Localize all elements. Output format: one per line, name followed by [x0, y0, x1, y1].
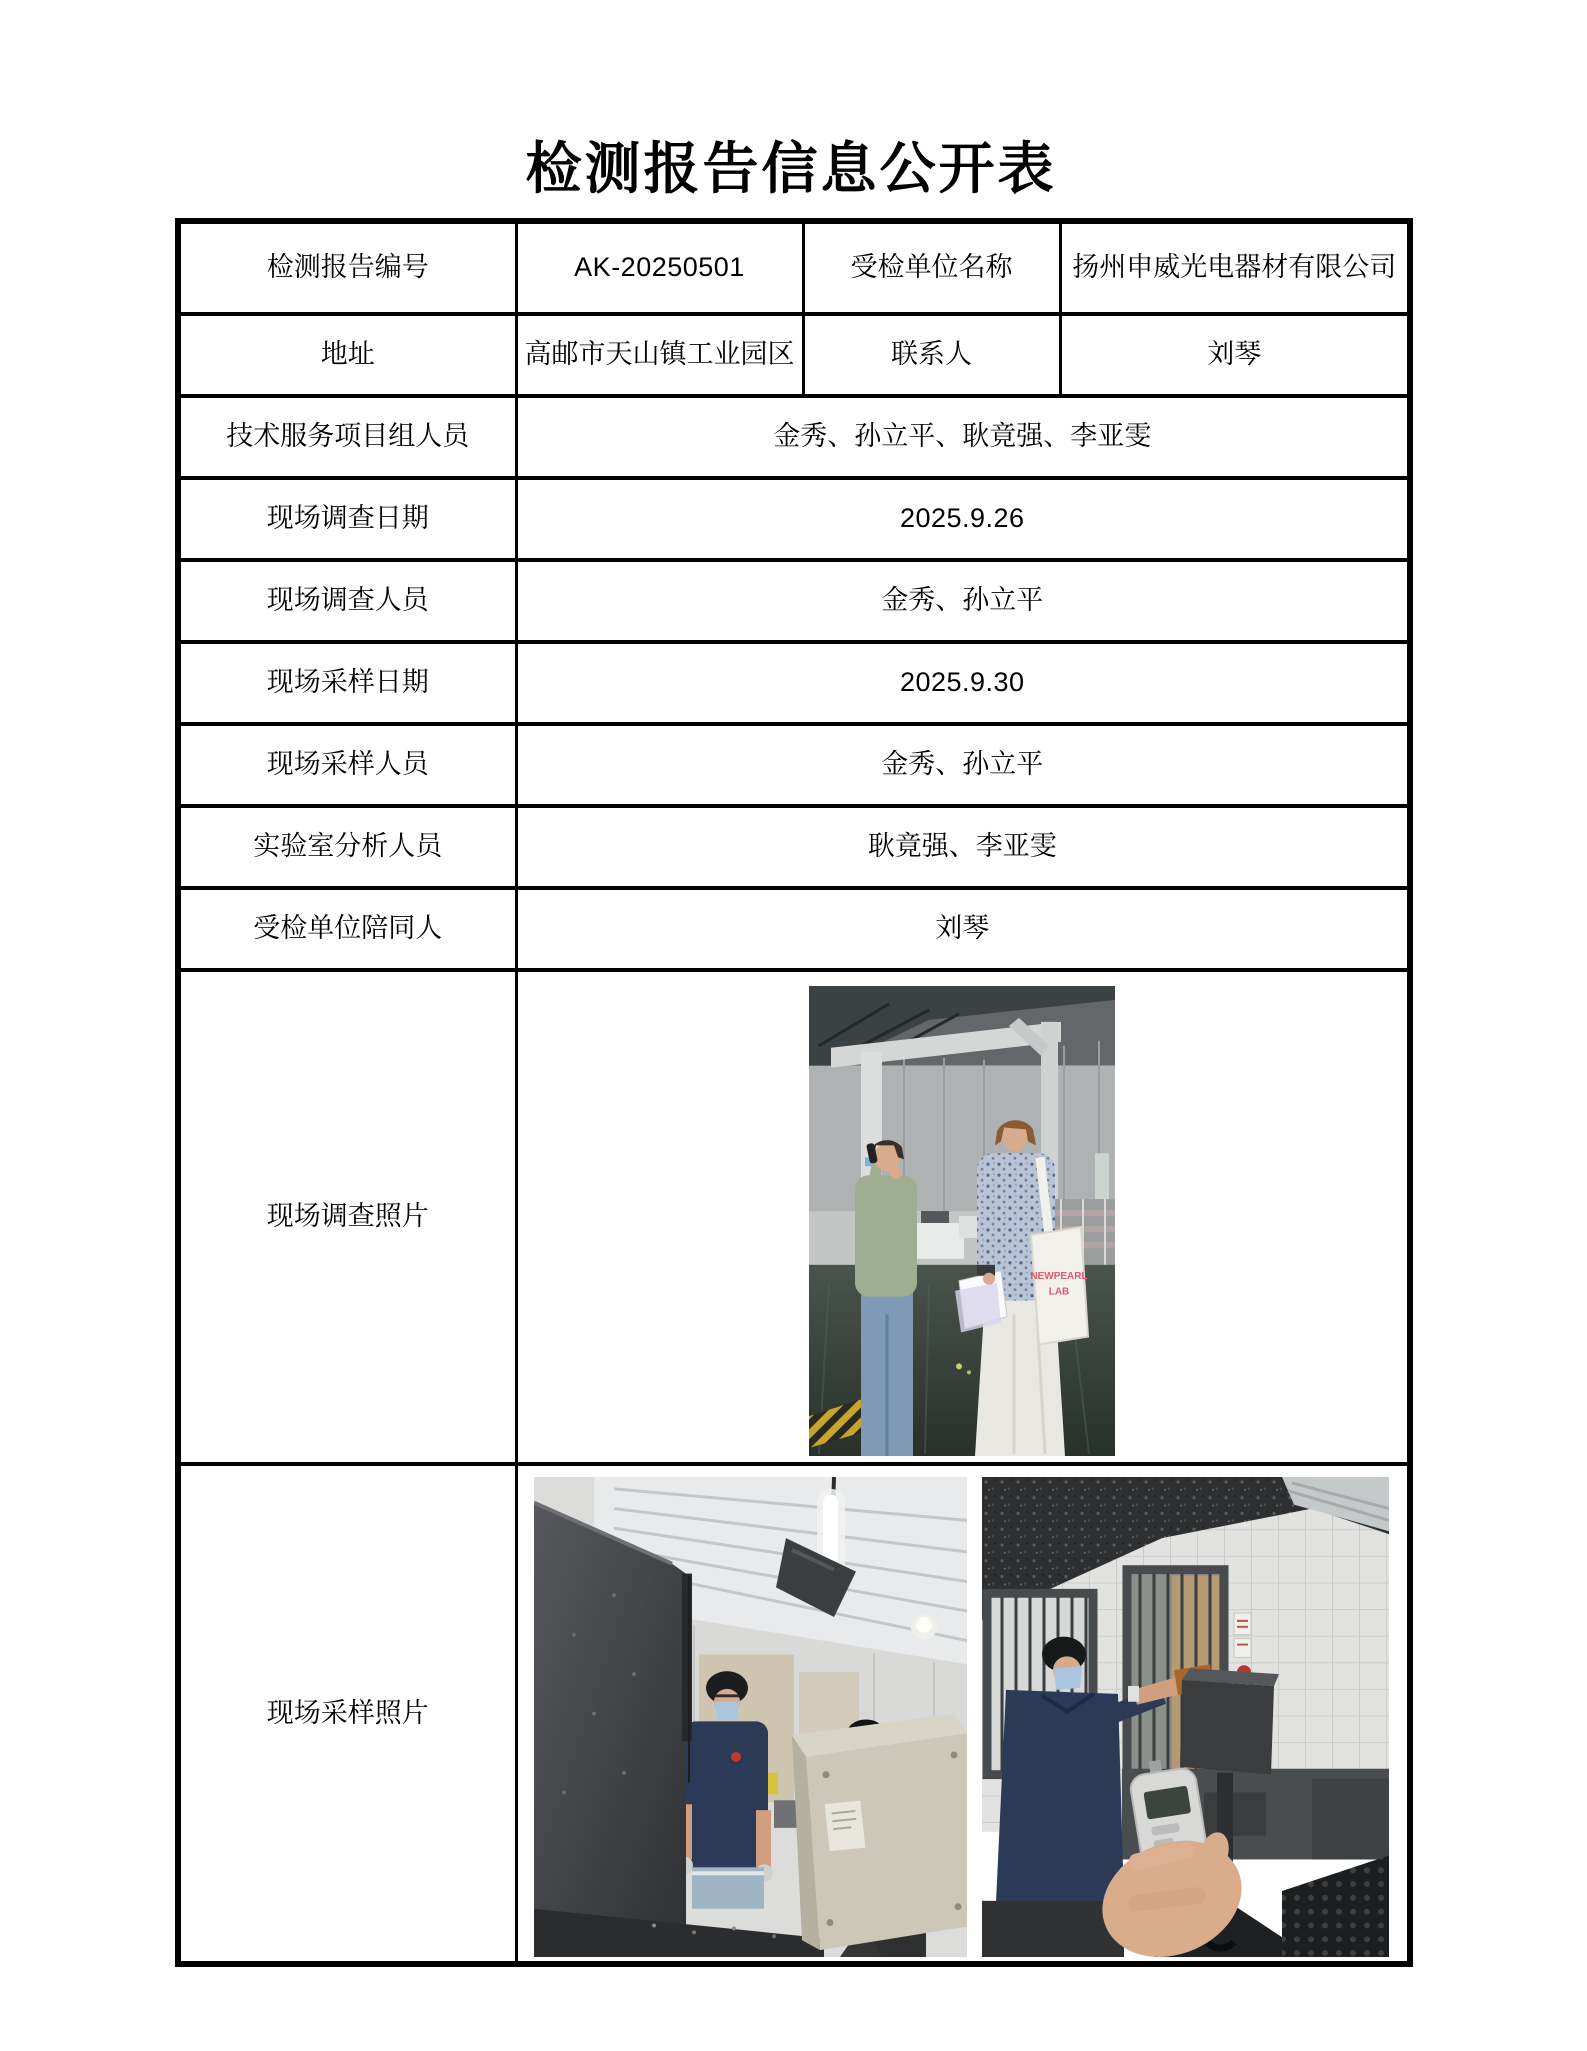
row-address: [178, 314, 1410, 396]
row-lab-staff: [178, 806, 1410, 888]
sampling-photos-group: [522, 1470, 1404, 1957]
survey-date-label: 现场调查日期: [178, 478, 516, 560]
row-project-team: [178, 396, 1410, 478]
row-survey-date: [178, 478, 1410, 560]
machine-sampling-scene-photo: [534, 1477, 967, 1957]
site-survey-photo: [809, 986, 1115, 1456]
row-survey-photo: [178, 970, 1410, 1464]
bag-brand-text-line1: NEWPEARL: [1030, 1270, 1088, 1282]
lab-staff-label: 实验室分析人员: [178, 806, 516, 888]
survey-photo-cell: [516, 970, 1410, 1464]
row-sampling-photos: [178, 1464, 1410, 1964]
contact-value: 刘琴: [1060, 314, 1410, 396]
sampling-date-label: 现场采样日期: [178, 642, 516, 724]
survey-date-value: 2025.9.26: [516, 478, 1410, 560]
address-value: 高邮市天山镇工业园区: [516, 314, 803, 396]
row-sampling-staff: [178, 724, 1410, 806]
accompanying-person-label: 受检单位陪同人: [178, 888, 516, 970]
contact-label: 联系人: [803, 314, 1060, 396]
project-team-value: 金秀、孙立平、耿竟强、李亚雯: [516, 396, 1410, 478]
meter-sampling-scene-photo: [982, 1477, 1389, 1957]
report-info-table: [175, 218, 1413, 1967]
bag-brand-text-line2: LAB: [1048, 1286, 1070, 1298]
row-sampling-date: [178, 642, 1410, 724]
accompanying-person-value: 刘琴: [516, 888, 1410, 970]
report-number-value: AK-20250501: [516, 221, 803, 314]
row-survey-staff: [178, 560, 1410, 642]
sampling-staff-value: 金秀、孙立平: [516, 724, 1410, 806]
company-name-value: 扬州申威光电器材有限公司: [1060, 221, 1410, 314]
warehouse-scene-photo: [809, 986, 1115, 1456]
sampling-photo-left: [534, 1477, 967, 1957]
project-team-label: 技术服务项目组人员: [178, 396, 516, 478]
survey-staff-value: 金秀、孙立平: [516, 560, 1410, 642]
lab-staff-value: 耿竟强、李亚雯: [516, 806, 1410, 888]
survey-staff-label: 现场调查人员: [178, 560, 516, 642]
address-label: 地址: [178, 314, 516, 396]
report-number-label: 检测报告编号: [178, 221, 516, 314]
sampling-staff-label: 现场采样人员: [178, 724, 516, 806]
company-name-label: 受检单位名称: [803, 221, 1060, 314]
row-report-number: [178, 221, 1410, 314]
survey-photo-label: 现场调查照片: [178, 970, 516, 1464]
row-accompanying-person: [178, 888, 1410, 970]
sampling-photo-label: 现场采样照片: [178, 1464, 516, 1964]
sampling-date-value: 2025.9.30: [516, 642, 1410, 724]
page-title: 检测报告信息公开表: [525, 139, 1057, 201]
sampling-photos-cell: [516, 1464, 1410, 1964]
sampling-photo-right: [982, 1477, 1389, 1957]
